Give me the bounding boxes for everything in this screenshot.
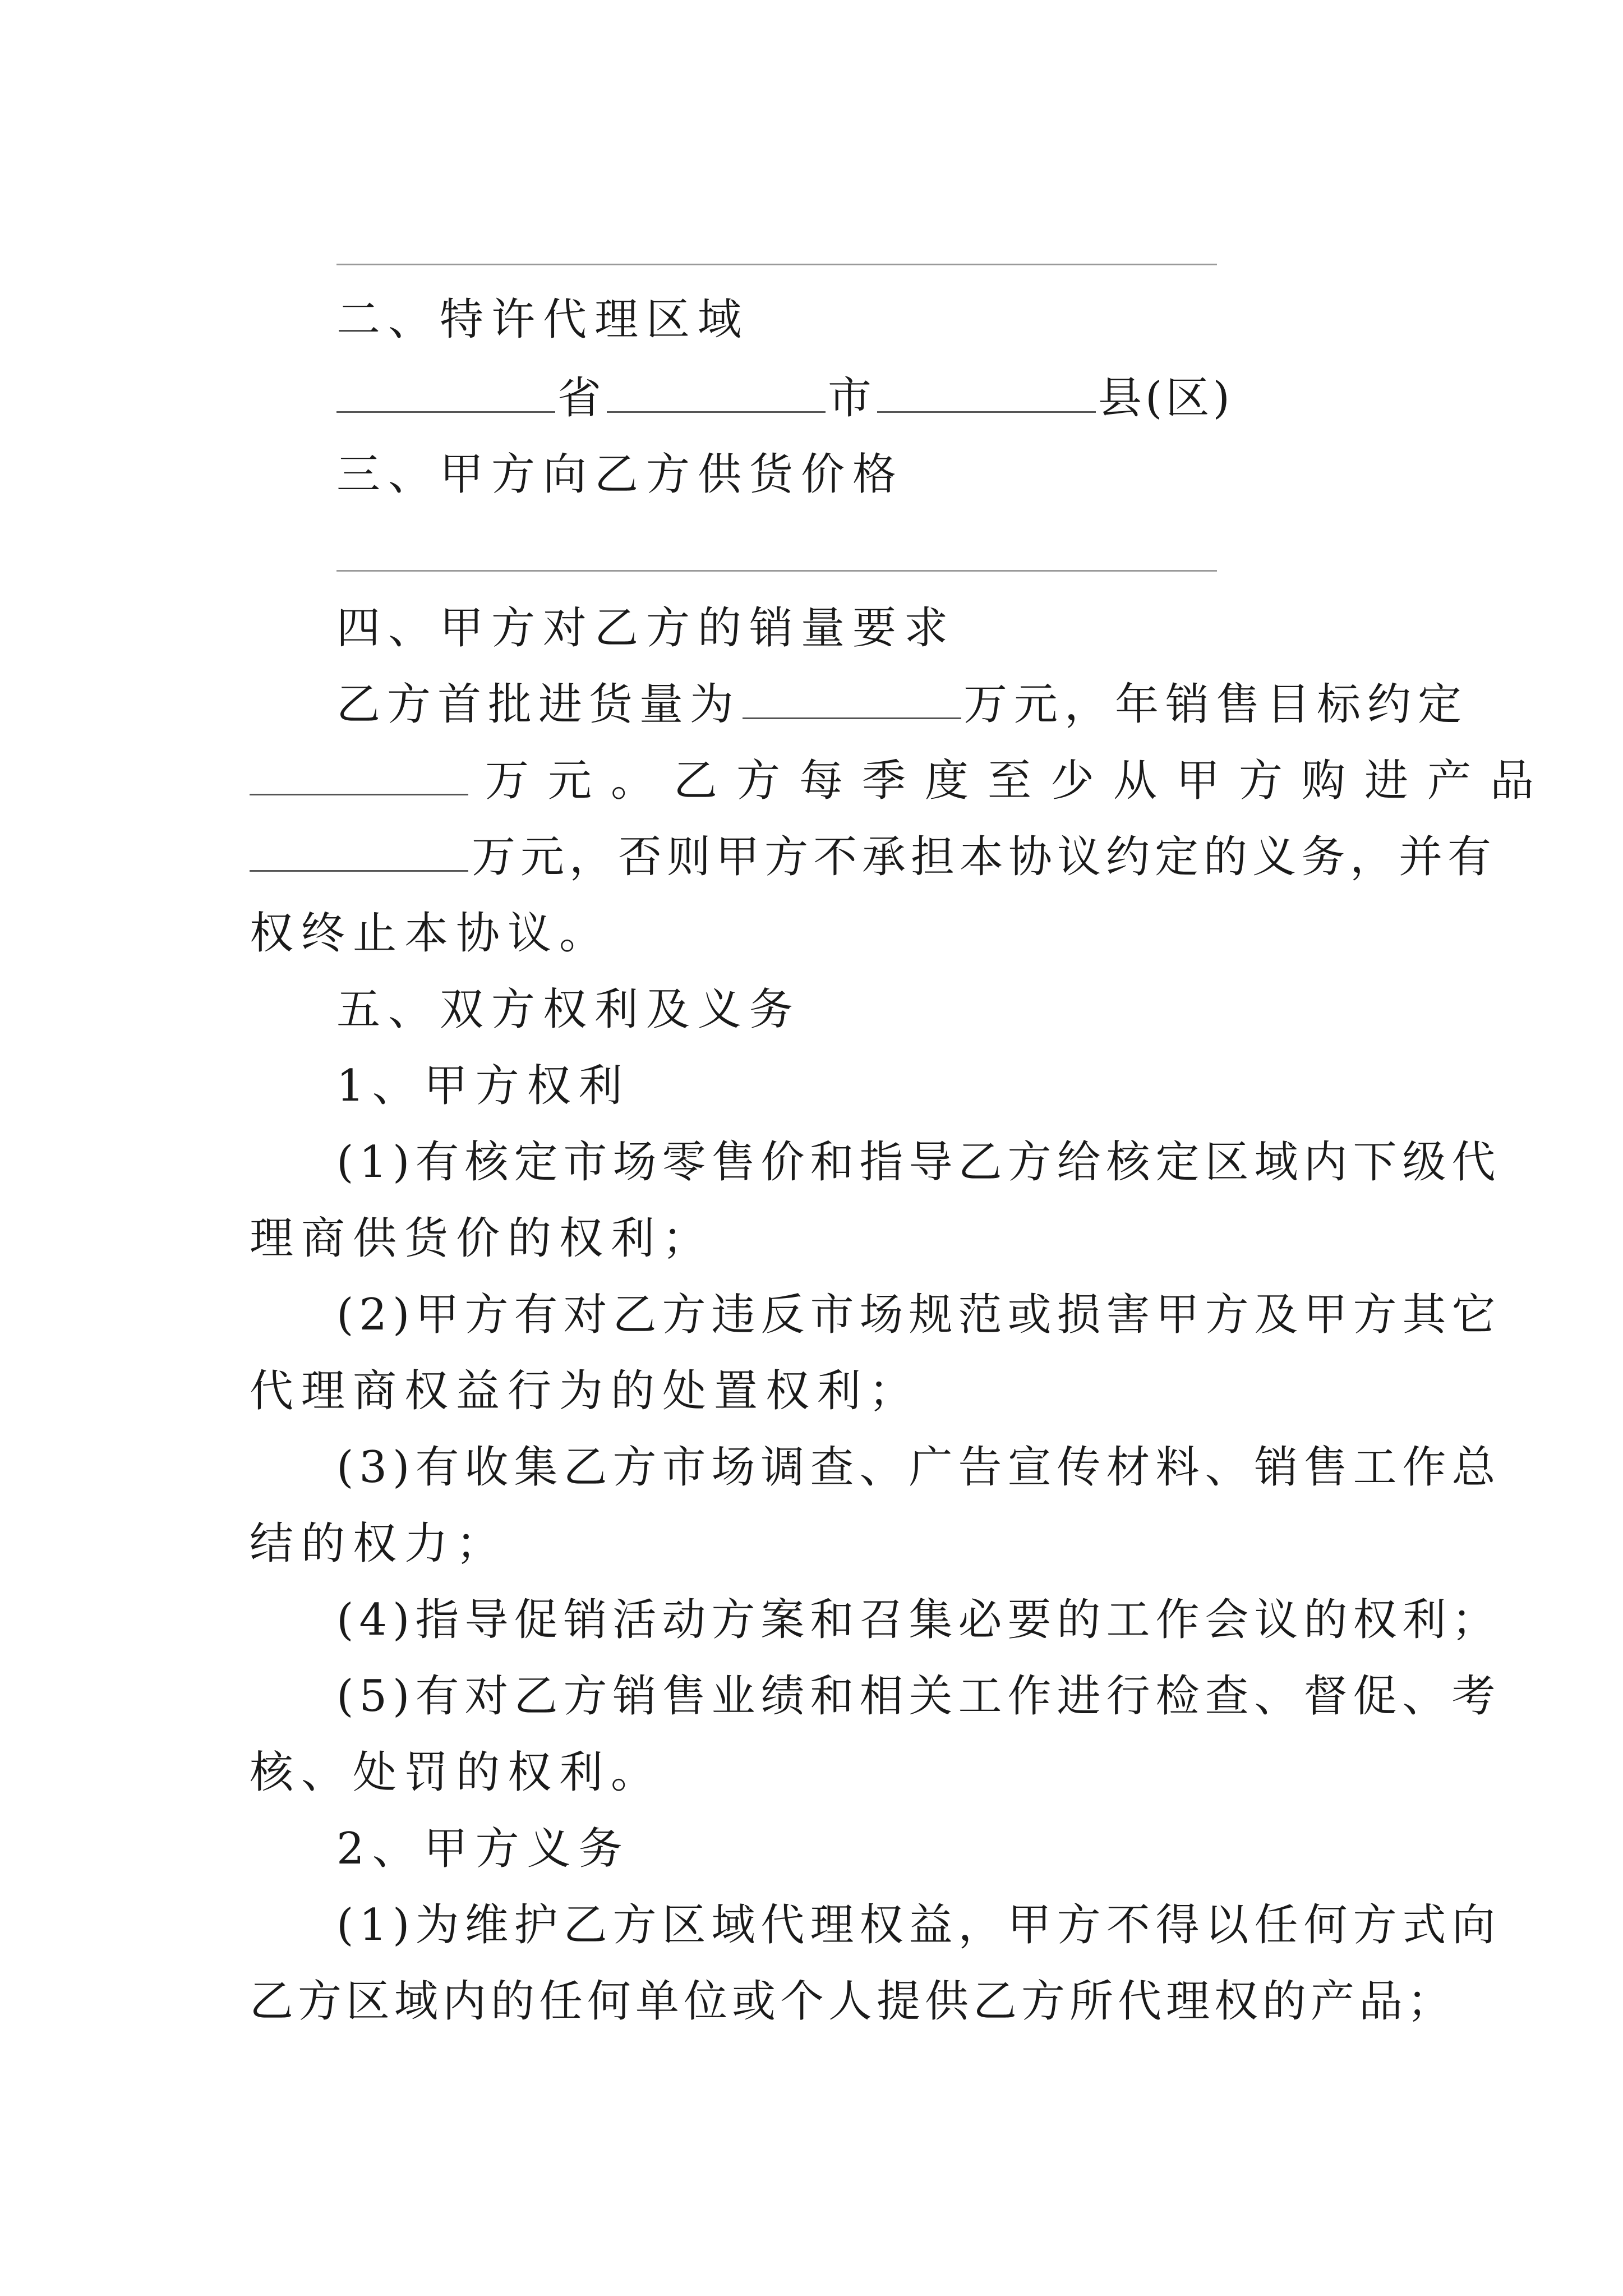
sales-req-line-3 <box>250 829 1496 885</box>
right-3-line-1: (3)有收集乙方市场调查、广告宣传材料、销售工作总 <box>336 1442 1501 1493</box>
county-blank[interactable] <box>877 376 1096 413</box>
right-5-line-1: (5)有对乙方销售业绩和相关工作进行检查、督促、考 <box>336 1671 1501 1722</box>
sales-req-text-3: 万元，否则甲方不承担本协议约定的义务，并有 <box>472 832 1497 882</box>
city-label: 市 <box>828 373 875 424</box>
sales-req-text-1a: 乙方首批进货量为 <box>336 679 741 730</box>
city-blank[interactable] <box>607 376 826 413</box>
sales-req-line-1 <box>336 677 1468 733</box>
right-2-line-1: (2)甲方有对乙方违反市场规范或损害甲方及甲方其它 <box>336 1290 1501 1340</box>
section-3-title: 三、甲方向乙方供货价格 <box>336 449 905 500</box>
fill-in-rule-2 <box>336 570 1217 572</box>
right-3-line-2: 结的权力； <box>250 1519 508 1569</box>
right-1-line-2: 理商供货价的权利； <box>250 1213 714 1264</box>
sales-req-line-2 <box>250 753 1553 809</box>
obligation-1-line-1: (1)为维护乙方区域代理权益，甲方不得以任何方式向 <box>336 1900 1501 1950</box>
province-blank[interactable] <box>336 376 555 413</box>
obligation-1-line-2: 乙方区域内的任何单位或个人提供乙方所代理权的产品； <box>250 1976 1456 2027</box>
right-5-line-2: 核、处罚的权利。 <box>250 1747 663 1798</box>
first-order-blank[interactable] <box>743 683 961 719</box>
subsection-1-title: 1、甲方权利 <box>336 1061 630 1111</box>
county-label: 县(区) <box>1098 373 1233 424</box>
quarterly-min-blank[interactable] <box>250 835 468 872</box>
sales-req-text-1b: 万元，年销售目标约定 <box>963 679 1469 730</box>
right-1-line-1: (1)有核定市场零售价和指导乙方给核定区域内下级代 <box>336 1137 1501 1188</box>
section-4-title: 四、甲方对乙方的销量要求 <box>336 603 956 654</box>
fill-in-rule-1 <box>336 264 1217 265</box>
sales-req-line-4: 权终止本协议。 <box>250 908 611 959</box>
section-5-title: 五、双方权利及义务 <box>336 984 801 1035</box>
sales-req-text-2: 万元。乙方每季度至少从甲方购进产品 <box>485 756 1553 806</box>
right-4-line-1: (4)指导促销活动方案和召集必要的工作会议的权利； <box>336 1595 1501 1645</box>
region-fill-line <box>336 370 1233 426</box>
right-2-line-2: 代理商权益行为的处置权利； <box>250 1366 921 1416</box>
subsection-2-title: 2、甲方义务 <box>336 1824 630 1874</box>
section-2-title: 二、特许代理区域 <box>336 295 750 345</box>
annual-target-blank[interactable] <box>250 759 468 795</box>
province-label: 省 <box>557 373 605 424</box>
